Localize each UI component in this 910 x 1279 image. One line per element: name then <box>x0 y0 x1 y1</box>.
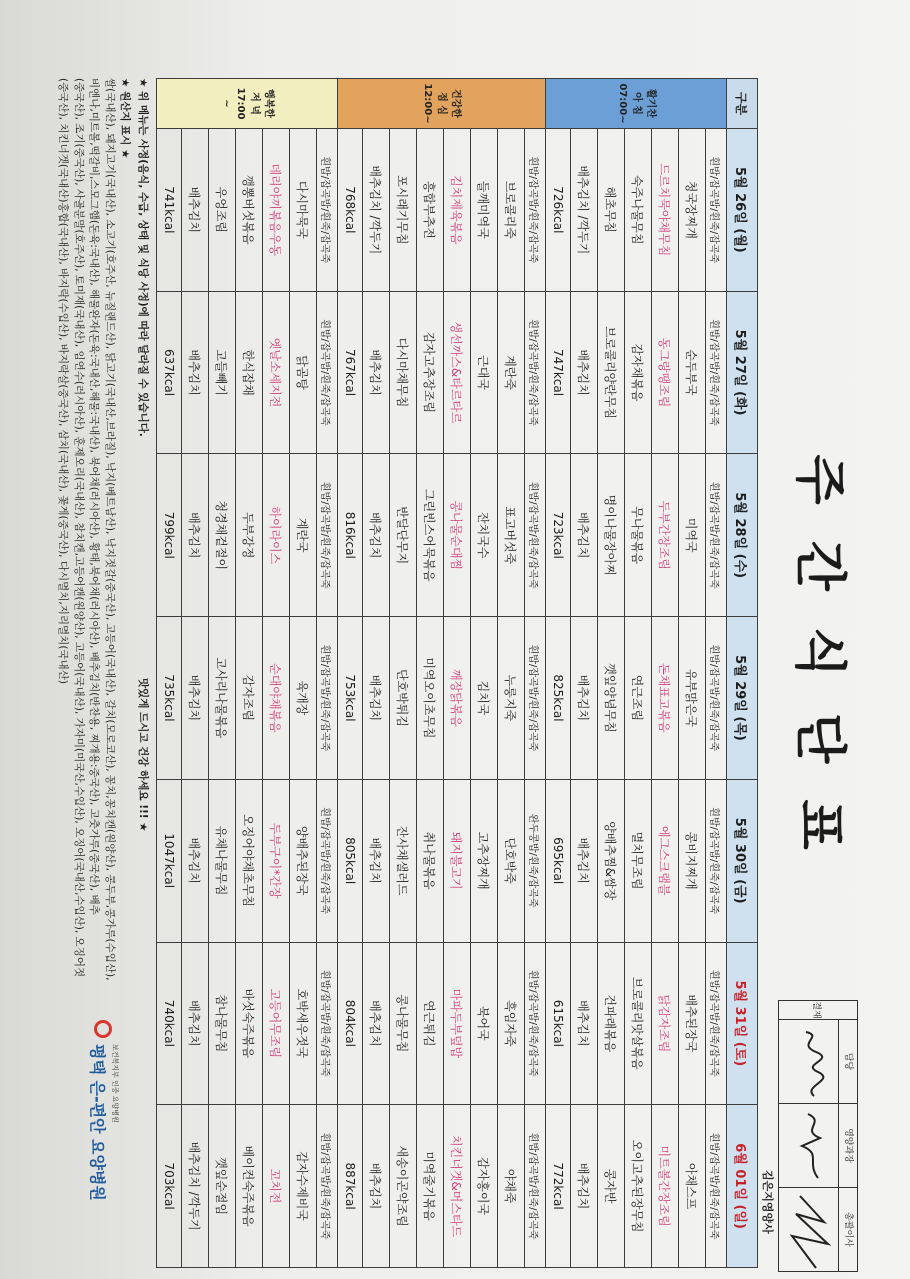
meal-label-line: 저 녁 <box>249 92 260 115</box>
kcal-cell: 747kcal <box>546 291 571 454</box>
day-header: 6월 01일 (일) <box>727 1105 758 1268</box>
signature <box>779 1104 838 1187</box>
rice-type-cell: 흰밥/잡곡밥/흰죽/잡곡죽 <box>706 779 727 942</box>
hospital-sub: 보건복지부 인증 요양병원 <box>111 1044 119 1123</box>
dish-cell: 닭곰탕 <box>290 291 317 454</box>
rice-type-cell: 흰밥/잡곡밥/흰죽/잡곡죽 <box>706 1105 727 1268</box>
dish-cell: 배추김치 <box>571 1105 598 1268</box>
rice-type-cell: 흰밥/잡곡밥/흰죽/잡곡죽 <box>317 454 338 617</box>
kcal-cell: 805kcal <box>338 779 363 942</box>
dish-cell: 브로콜리맛살볶음 <box>625 942 652 1105</box>
dish-cell: 깻잎순절임 <box>209 1105 236 1268</box>
day-header: 5월 26일 (월) <box>727 129 758 292</box>
kcal-cell: 825kcal <box>546 617 571 780</box>
dish-cell: 오이고추된장무침 <box>625 1105 652 1268</box>
day-header: 5월 27일 (화) <box>727 291 758 454</box>
dish-row <box>290 79 317 1268</box>
day-header: 5월 29일 (목) <box>727 617 758 780</box>
dish-cell: 유채나물무침 <box>209 779 236 942</box>
dish-cell: 해초무침 <box>598 129 625 292</box>
dish-cell: 두부구이*간장 <box>263 779 290 942</box>
dish-cell: 배추김치 <box>363 942 390 1105</box>
dish-cell: 청국장찌개 <box>679 129 706 292</box>
dish-cell: 배추김치 <box>571 454 598 617</box>
dish-cell: 배추김치 <box>363 779 390 942</box>
dish-cell: 깽뽕버섯볶음 <box>236 129 263 292</box>
dish-cell: 배추김치 <box>571 779 598 942</box>
dish-cell: 오징어야채초무침 <box>236 779 263 942</box>
dish-cell: 돈채표고볶음 <box>652 617 679 780</box>
dish-cell: 한식잡채 <box>236 291 263 454</box>
dish-cell: 감자고추장조림 <box>417 291 444 454</box>
rice-type-cell: 흰밥/잡곡밥/흰죽/잡곡죽 <box>706 129 727 292</box>
origin-title: ★ 원산지 표시 ★ <box>119 78 132 159</box>
dish-row <box>679 79 706 1268</box>
dish-cell: 건파래볶음 <box>598 942 625 1105</box>
dish-cell: 양배추찜&쌈장 <box>598 779 625 942</box>
dish-cell: 배추김치 <box>182 129 209 292</box>
dish-cell: 감자홍이국 <box>471 1105 498 1268</box>
hospital-name: 평택 은-편안 요양병원 <box>88 1044 107 1201</box>
day-header: 5월 31일 (토) <box>727 942 758 1105</box>
dish-cell: 배추김치 <box>182 779 209 942</box>
dish-row <box>417 79 444 1268</box>
rice-type-row <box>317 79 338 1268</box>
dish-cell: 데리야끼볶음우동 <box>263 129 290 292</box>
dish-cell: 브로콜리양란무침 <box>598 291 625 454</box>
kcal-cell: 741kcal <box>157 129 182 292</box>
meal-label <box>157 79 338 129</box>
rice-type-cell: 흰밥/잡곡밥/흰죽/잡곡죽 <box>317 942 338 1105</box>
note-disclaimer: ★ 위 메뉴는 사정(음식, 수급, 상태 및 식당 사정)에 따라 달라질 수 있습니다. <box>137 78 149 437</box>
approval-box <box>778 1000 858 1272</box>
rice-type-cell: 흰밥/잡곡밥/흰죽/잡곡죽 <box>706 291 727 454</box>
dish-cell: 배추김치 <box>571 617 598 780</box>
page-title: 주간식단표 <box>789 454 849 886</box>
dish-cell: 미역오이초무침 <box>417 617 444 780</box>
day-header: 5월 28일 (수) <box>727 454 758 617</box>
dish-cell: 꼬치전 <box>263 1105 290 1268</box>
dish-cell: 감자조림 <box>236 617 263 780</box>
dish-cell: 포시래기무침 <box>390 129 417 292</box>
dish-cell: 미역줄기볶음 <box>417 1105 444 1268</box>
rice-type-cell: 흰밥/잡곡밥/흰죽/잡곡죽 <box>706 454 727 617</box>
origin-line: 쌀(국내산), 돼지고기(국내산), 소고기(호주산, 뉴질랜드산), 닭고기(국내산,브라질), 낙지(베트남산), 낙지젓갈(중국산), 고등어(국내산), 갈치(모로코산), 꽁치,꽁치캔(원양산), 콩두부,콩가루(수입산), <box>104 78 116 981</box>
header-label: 구분 <box>727 79 758 129</box>
dish-cell: 근대국 <box>471 291 498 454</box>
dish-cell: 미역국 <box>679 454 706 617</box>
dish-cell: 치킨너겟&머스타드 <box>444 1105 471 1268</box>
dish-cell: 흥합부추전 <box>417 129 444 292</box>
dish-cell: 감자채볶음 <box>625 291 652 454</box>
dish-cell: 돼지불고기 <box>444 779 471 942</box>
dish-cell: 단호박죽 <box>498 779 525 942</box>
dish-cell: 드르치묵야채무침 <box>652 129 679 292</box>
kcal-cell: 753kcal <box>338 617 363 780</box>
dish-cell: 고사리나물볶음 <box>209 617 236 780</box>
note-greeting: 맛있게 드시고 건강 하세요 !!! ★ <box>137 678 149 832</box>
rice-type-cell: 흰밥/잡곡밥/흰죽/잡곡죽 <box>317 1105 338 1268</box>
dish-cell: 옛날소세지전 <box>263 291 290 454</box>
dish-cell: 하이라이스 <box>263 454 290 617</box>
dish-cell: 순두부국 <box>679 291 706 454</box>
dish-cell: 김치국 <box>471 617 498 780</box>
meal-label-line: 07:00~ <box>617 83 628 124</box>
rice-type-cell: 흰밥/잡곡밥/흰죽/잡곡죽 <box>706 942 727 1105</box>
dish-cell: 콩나물무침 <box>390 942 417 1105</box>
dish-cell: 유부맑은국 <box>679 617 706 780</box>
kcal-row <box>546 79 571 1268</box>
day-header: 5월 30일 (금) <box>727 779 758 942</box>
dish-cell: 동그랑땡조림 <box>652 291 679 454</box>
dish-cell: 배추김치 <box>363 617 390 780</box>
kcal-cell: 637kcal <box>157 291 182 454</box>
rice-type-cell: 흰밥/잡곡밥/흰죽/잡곡죽 <box>525 454 546 617</box>
dish-row <box>571 79 598 1268</box>
meal-label <box>546 79 727 129</box>
rice-type-cell: 흰밥/잡곡밥/흰죽/잡곡죽 <box>525 129 546 292</box>
dish-cell: 배추김치 /깍두기 <box>363 129 390 292</box>
kcal-cell: 799kcal <box>157 454 182 617</box>
dietitian-caption: 김은지영양사 <box>761 1170 774 1234</box>
dish-cell: 멸치무조림 <box>625 779 652 942</box>
dish-cell: 배추김치 <box>182 942 209 1105</box>
kcal-cell: 723kcal <box>546 454 571 617</box>
dish-row <box>652 79 679 1268</box>
hospital-logo <box>87 1020 120 1201</box>
meal-label-line: 행복한 <box>263 89 274 118</box>
rice-type-row <box>525 79 546 1268</box>
dish-cell: 야채죽 <box>498 1105 525 1268</box>
dish-cell: 고들빼기 <box>209 291 236 454</box>
dish-cell: 배추김치 <box>182 454 209 617</box>
rice-type-cell: 흰밥/잡곡밥/흰죽/잡곡죽 <box>317 291 338 454</box>
kcal-cell: 735kcal <box>157 617 182 780</box>
dish-row <box>182 79 209 1268</box>
origin-line: (중국산), 치킨너겟(국내산)홍합(국내산), 바지락(수입산), 바지락살(중국산), 삼치(국내산), 꽃게(중국산), 다시멸치,지리멸치(국내산) <box>57 78 70 684</box>
meal-label <box>338 79 546 129</box>
kcal-row <box>157 79 182 1268</box>
kcal-cell: 772kcal <box>546 1105 571 1268</box>
dish-cell: 흑임자죽 <box>498 942 525 1105</box>
signature-icon <box>786 1024 836 1104</box>
dish-cell: 순대야채볶음 <box>263 617 290 780</box>
dish-cell: 두부간장조림 <box>652 454 679 617</box>
origin-line: 비엔나,미트볼,떡갈비,스모그햄(돈육:국내산), 해물완자(돈육:국내산,해물:국내산), 북어채(러시아산), 황태,북어채(러시아산), 배추김치(반찬용, 찌개용:중국산), 고춧가루(중국산), 배추 <box>88 78 101 915</box>
dish-cell: 그린빈스어묵볶음 <box>417 454 444 617</box>
dish-cell: 배추김치 <box>182 617 209 780</box>
dish-cell: 표고버섯죽 <box>498 454 525 617</box>
kcal-cell: 767kcal <box>338 291 363 454</box>
meal-label-line: 점 심 <box>436 92 448 115</box>
kcal-cell: 615kcal <box>546 942 571 1105</box>
dish-cell: 배추된장국 <box>679 942 706 1105</box>
dish-cell: 북어국 <box>471 942 498 1105</box>
approval-col-staff <box>779 1020 857 1104</box>
kcal-cell: 740kcal <box>157 942 182 1105</box>
approval-col-label: 영양과장 <box>838 1104 857 1187</box>
meal-label-line: 활기찬 <box>645 89 656 118</box>
approval-col-director <box>779 1188 857 1271</box>
dish-cell: 고등어무조림 <box>263 942 290 1105</box>
kcal-cell: 768kcal <box>338 129 363 292</box>
dish-cell: 브로콜리죽 <box>498 129 525 292</box>
dish-cell: 배추김치 <box>363 1105 390 1268</box>
dish-cell: 배추김치 <box>363 454 390 617</box>
dish-cell: 미트볼간장조림 <box>652 1105 679 1268</box>
dish-cell: 배추김치 /깍두기 <box>182 1105 209 1268</box>
dish-cell: 누룽지죽 <box>498 617 525 780</box>
signature <box>779 1188 838 1271</box>
dish-cell: 단호박튀김 <box>390 617 417 780</box>
approval-row-label: 결재 <box>779 1001 857 1020</box>
hospital-logo-icon <box>95 1020 113 1038</box>
rice-type-cell: 흰밥/잡곡밥/흰죽/잡곡죽 <box>317 779 338 942</box>
dish-cell: 고추장찌개 <box>471 779 498 942</box>
signature-icon <box>786 1108 836 1188</box>
dish-cell: 참나물무침 <box>209 942 236 1105</box>
dish-cell: 숙주나물무침 <box>625 129 652 292</box>
dish-cell: 다시마묵국 <box>290 129 317 292</box>
meal-label-line: 12:00~ <box>422 83 434 124</box>
dish-cell: 마파두부덮밥 <box>444 942 471 1105</box>
rice-type-cell: 흰밥/잡곡밥/흰죽/잡곡죽 <box>525 291 546 454</box>
dish-row <box>625 79 652 1268</box>
origin-line: (중국산), 조기(중국산), 사골분말(호주산), 토미재(국내산), 임연수(러시아산), 훈제오리(국내산), 참치캔,고등어캔(원양산), 고등어(국내산), 가자미(미국산,수입산), 오징어(국내산,수입산), 오징어젓 <box>73 78 85 978</box>
dish-cell: 잔치국수 <box>471 454 498 617</box>
dish-cell: 무나물볶음 <box>625 454 652 617</box>
dish-cell: 배추김치 <box>571 291 598 454</box>
dish-row <box>498 79 525 1268</box>
rice-type-row <box>706 79 727 1268</box>
dish-cell: 우엉조림 <box>209 129 236 292</box>
dish-row <box>598 79 625 1268</box>
dish-cell: 반달단무지 <box>390 454 417 617</box>
dish-cell: 바섯숙주볶음 <box>236 942 263 1105</box>
dish-cell: 콩자반 <box>598 1105 625 1268</box>
rice-type-cell: 완두콩밥/흰죽/잡곡죽 <box>525 779 546 942</box>
dish-row <box>209 79 236 1268</box>
kcal-row <box>338 79 363 1268</box>
dish-cell: 배추김치 /깍두기 <box>571 129 598 292</box>
dish-cell: 배추김치 <box>182 291 209 454</box>
dish-row <box>363 79 390 1268</box>
kcal-cell: 1047kcal <box>157 779 182 942</box>
dish-row <box>444 79 471 1268</box>
kcal-cell: 726kcal <box>546 129 571 292</box>
meal-label-line: ~ <box>221 99 232 108</box>
dish-cell: 연근조림 <box>625 617 652 780</box>
kcal-cell: 695kcal <box>546 779 571 942</box>
dish-cell: 잔사채샐러드 <box>390 779 417 942</box>
rice-type-cell: 흰밥/잡곡밥/흰죽/잡곡죽 <box>525 1105 546 1268</box>
header-row <box>727 79 758 1268</box>
rice-type-cell: 흰밥/잡곡밥/흰죽/잡곡죽 <box>706 617 727 780</box>
dish-cell: 배추김치 <box>571 942 598 1105</box>
rice-type-cell: 흰밥/잡곡밥/흰죽/잡곡죽 <box>317 129 338 292</box>
kcal-cell: 816kcal <box>338 454 363 617</box>
dish-cell: 배추김치 <box>363 291 390 454</box>
dish-cell: 김치제육볶음 <box>444 129 471 292</box>
dish-cell: 깻잎양념무침 <box>598 617 625 780</box>
dish-cell: 들깨미역국 <box>471 129 498 292</box>
dish-cell: 양배추된장국 <box>290 779 317 942</box>
dish-cell: 계란국 <box>290 454 317 617</box>
meal-label-line: 건강한 <box>450 89 462 118</box>
dish-cell: 두부강정 <box>236 454 263 617</box>
kcal-cell: 804kcal <box>338 942 363 1105</box>
approval-col-manager <box>779 1104 857 1188</box>
dish-cell: 새송이곤약조림 <box>390 1105 417 1268</box>
weekly-menu-table <box>156 78 758 1268</box>
dish-row <box>236 79 263 1268</box>
dish-cell: 콩나물순대찜 <box>444 454 471 617</box>
dish-cell: 감자수제비국 <box>290 1105 317 1268</box>
dish-cell: 베이컨숙주볶음 <box>236 1105 263 1268</box>
rice-type-cell: 흰밥/잡곡밥/흰죽/잡곡죽 <box>525 617 546 780</box>
dish-cell: 계란죽 <box>498 291 525 454</box>
dish-cell: 명이나물장아찌 <box>598 454 625 617</box>
dish-row <box>471 79 498 1268</box>
dish-cell: 다시마채무침 <box>390 291 417 454</box>
meal-label-line: 17:00 <box>235 87 246 120</box>
dish-cell: 깨장닭볶음 <box>444 617 471 780</box>
rice-type-cell: 흰밥/잡곡밥/흰죽/잡곡죽 <box>317 617 338 780</box>
dish-cell: 연근튀김 <box>417 942 444 1105</box>
dish-cell: 에그스크램블 <box>652 779 679 942</box>
dish-cell: 생선까스&타르타르 <box>444 291 471 454</box>
approval-col-label: 총괄이사 <box>838 1188 857 1271</box>
dish-row <box>263 79 290 1268</box>
dish-cell: 취나물볶음 <box>417 779 444 942</box>
dish-cell: 닭감자조림 <box>652 942 679 1105</box>
dish-cell: 육개장 <box>290 617 317 780</box>
dish-cell: 호박새우젓국 <box>290 942 317 1105</box>
dish-cell: 콩비지찌개 <box>679 779 706 942</box>
rice-type-cell: 흰밥/잡곡밥/흰죽/잡곡죽 <box>525 942 546 1105</box>
dish-row <box>390 79 417 1268</box>
signature-icon <box>780 1192 836 1272</box>
signature <box>779 1020 838 1103</box>
dish-cell: 청경채겉절이 <box>209 454 236 617</box>
meal-label-line: 아 침 <box>631 92 642 115</box>
kcal-cell: 887kcal <box>338 1105 363 1268</box>
kcal-cell: 703kcal <box>157 1105 182 1268</box>
approval-col-label: 담당 <box>838 1020 857 1103</box>
dish-cell: 아채스프 <box>679 1105 706 1268</box>
